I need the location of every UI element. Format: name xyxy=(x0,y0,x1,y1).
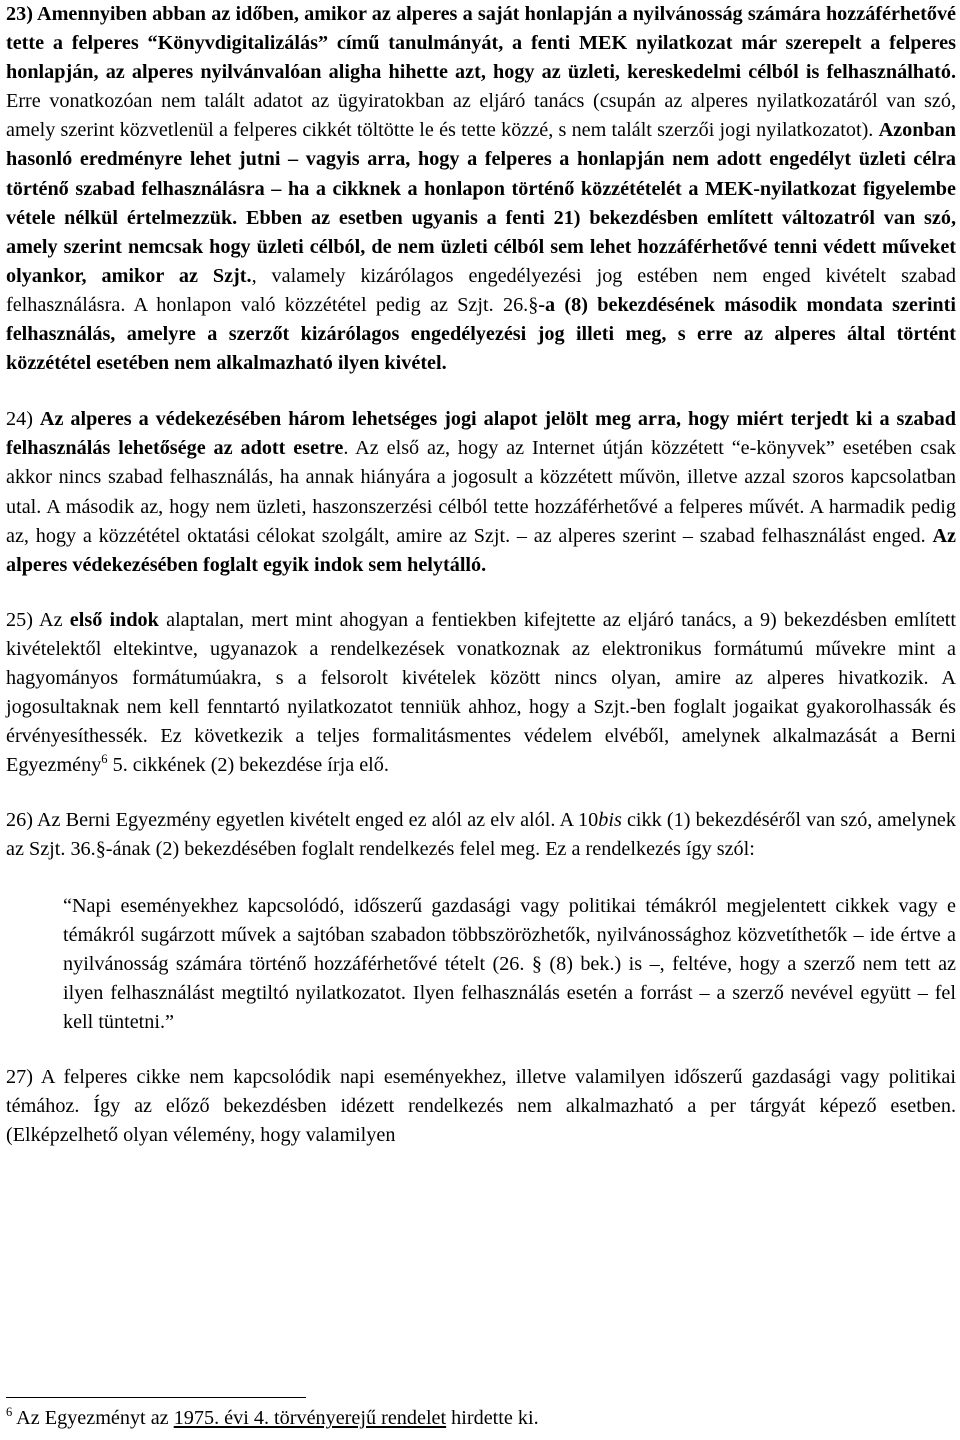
paragraph-24-bold-conclusion: Az alperes védekezésében foglalt egyik indok sem helytálló. xyxy=(6,524,956,576)
paragraph-25 xyxy=(6,606,956,781)
paragraph-25-text-end: 5. cikkének (2) bekezdése írja elő. xyxy=(107,754,389,777)
paragraph-25-bold-term: első indok xyxy=(69,608,159,631)
paragraph-23-bold-end: -a (8) bekezdésének második mondata szerinti felhasználás, amelyre a szerzőt kizárólagos engedélyezési jog illeti meg, s erre az alperes által történt közzététel esetében nem alkalmazható ilyen kivétel. xyxy=(6,293,956,375)
paragraph-26-text: 26) Az Berni Egyezmény egyetlen kivételt enged ez alól az elv alól. A 10 xyxy=(6,809,599,832)
paragraph-23-bold-intro: 23) Amennyiben abban az időben, amikor az alperes a saját honlapján a nyilvánosság számára hozzáférhetővé tette a felperes “Könyvdigitalizálás” című tanulmányát, a fenti MEK nyilatkozat már szerepelt a felperes honlapján, az alperes nyilvánvalóan aligha hihette azt, hogy az üzleti, kereskedelmi célból is felhasználható. xyxy=(6,3,956,84)
footnote-text-end: hirdette ki. xyxy=(446,1407,539,1429)
paragraph-25-number: 25) Az xyxy=(6,608,70,631)
paragraph-23 xyxy=(6,0,956,378)
paragraph-24 xyxy=(6,405,956,580)
section-sign: § xyxy=(528,293,539,316)
paragraph-26-text-mid: cikk (1) bekezdéséről van szó, amelynek az Szjt. 36. xyxy=(6,809,956,861)
section-sign: § xyxy=(95,838,106,861)
block-quote: “Napi eseményekhez kapcsolódó, időszerű gazdasági vagy politikai témákról megjelentett cikkek vagy e témákról sugárzott művek a sajtóban szabadon többszörözhetők, nyilvánossághoz közvetíthetők – ide értve a nyilvánosság számára történő hozzáférhetővé tételt (26. § (8) bek.) is –, feltéve, hogy a szerző nem tett az ilyen felhasználást megtiltó nyilatkozatot. Ilyen felhasználás esetén a forrást – a szerző nevével együtt – fel kell tüntetni.” xyxy=(63,894,956,1033)
footnote xyxy=(6,1404,539,1433)
paragraph-27: 27) A felperes cikke nem kapcsolódik napi eseményekhez, illetve valamilyen időszerű gazdasági vagy politikai témához. Így az előző bekezdésben idézett rendelkezés nem alkalmazható a per tárgyát képező esetben. (Elképzelhető olyan vélemény, hogy valamilyen xyxy=(6,1066,956,1147)
paragraph-24-bold-intro: Az alperes a védekezésében három lehetséges jogi alapot jelölt meg arra, hogy miért terjedt ki a szabad felhasználás lehetősége az adott esetre xyxy=(6,408,956,460)
paragraph-23-bold-main: Azonban hasonló eredményre lehet jutni – vagyis arra, hogy a felperes a honlapján nem adott engedélyt üzleti célra történő szabad felhasználásra – ha a cikknek a honlapon történő közzétételét a MEK-nyilatkozat figyelembe vétele nélkül értelmezzük. Ebben az esetben ugyanis a fenti 21) bekezdésben említett változatról van szó, amely szerint nemcsak hogy üzleti célból, de nem üzleti célból sem lehet hozzáférhetővé tenni védett műveket olyankor, amikor az Szjt. xyxy=(6,119,956,287)
footnote-text: Az Egyezményt az xyxy=(12,1407,174,1429)
paragraph-24-text: . Az első az, hogy az Internet útján közzétett “e-könyvek” esetében csak akkor nincs szabad felhasználás, ha annak hiányára a jogosult a közzétett művön, illetve azzal szoros kapcsolatban utal. A második az, hogy nem üzleti, haszonszerzési célból tette hozzáférhetővé a felperes művét. A harmadik pedig az, hogy a közzététel oktatási célokat szolgált, amire az Szjt. – az alperes szerint – szabad felhasználást enged. xyxy=(6,437,956,547)
footnote-decree-link[interactable]: 1975. évi 4. törvényerejű rendelet xyxy=(173,1407,447,1429)
paragraph-24-number: 24) xyxy=(6,408,40,431)
footnote-number: 6 xyxy=(6,1405,13,1419)
document-page xyxy=(6,0,956,1150)
paragraph-26 xyxy=(6,806,956,864)
paragraph-26-italic-bis: bis xyxy=(598,809,622,832)
paragraph-25-text: alaptalan, mert mint ahogyan a fentiekben kifejtette az eljáró tanács, a 9) bekezdésben említett kivételektől eltekintve, ugyanazok a rendelkezések vonatkoznak az elektronikus formátumú művekre mint a hagyományos formátumúakra, s a felsorolt kivételek között nincs olyan, amire az alperes hivatkozik. A jogosultaknak nem kell fenntartó nyilatkozatot tenniük ahhoz, hogy a Szjt.-ben foglalt jogaikat gyakorolhassák és érvényesíthessék. Ez következik a teljes formalitásmentes védelem elvéből, amelynek alkalmazását a Berni Egyezmény xyxy=(6,608,956,777)
paragraph-23-plain-comma: , valamely kizárólagos engedélyezési jog estében nem enged kivételt szabad felhasználásra. A honlapon való közzététel pedig az Szjt. 26. xyxy=(6,264,956,316)
footnote-divider xyxy=(6,1397,306,1398)
paragraph-23-text: Erre vonatkozóan nem talált adatot az ügyiratokban az eljáró tanács (csupán az alperes nyilatkozatáról van szó, amely szerint közvetlenül a felperes cikkét töltötte le és tette közzé, s nem talált szerzői jogi nyilatkozatot). xyxy=(6,90,956,142)
paragraph-26-text-end: -ának (2) bekezdésében foglalt rendelkezés felel meg. Ez a rendelkezés így szól: xyxy=(105,838,755,861)
footnote-reference[interactable]: 6 xyxy=(101,752,108,767)
